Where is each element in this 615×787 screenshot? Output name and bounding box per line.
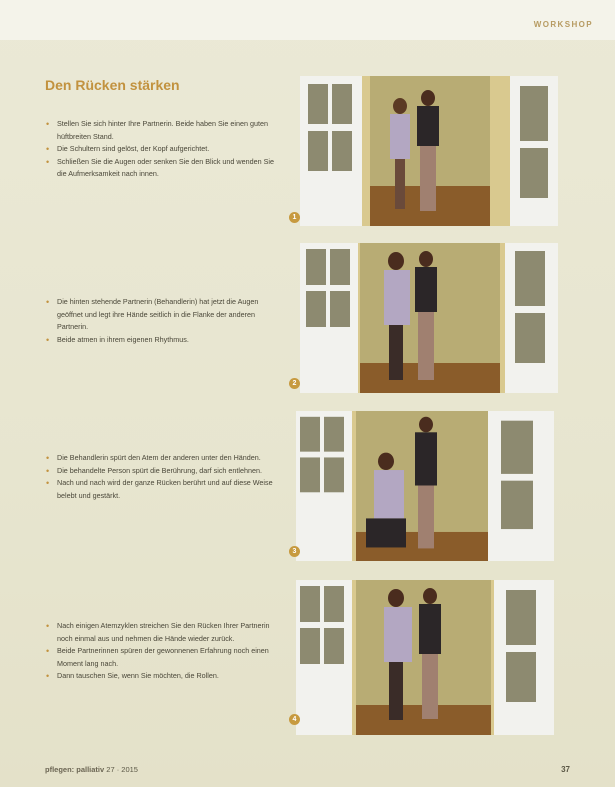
footer-publication — [45, 765, 138, 774]
step-4-text — [45, 620, 285, 683]
list-item: • Die Behandlerin spürt den Atem der anderen unter den Händen. — [46, 453, 261, 463]
step-2-photo — [300, 243, 558, 393]
list-item: • Die hinten stehende Partnerin (Behandlerin) hat jetzt die Augen geöffnet und legt ihre Hände seitlich in die Flanke der anderen Partnerin. — [46, 297, 259, 332]
step-number-2: 2 — [289, 378, 300, 389]
issue-number: 27 · 2015 — [106, 765, 138, 774]
list-item: • Nach einigen Atemzyklen streichen Sie den Rücken Ihrer Partnerin noch einmal aus und nehmen die Hände wieder zurück. — [46, 621, 270, 643]
page-number: 37 — [561, 765, 570, 774]
header-band — [0, 0, 615, 40]
step-number-3: 3 — [289, 546, 300, 557]
step-4-photo — [296, 580, 554, 735]
list-item: • Stellen Sie sich hinter Ihre Partnerin. Beide haben Sie einen guten hüftbreiten Stand. — [46, 119, 268, 141]
step-1-photo — [300, 76, 558, 226]
section-label: WORKSHOP — [533, 20, 593, 29]
step-2-text — [45, 296, 285, 346]
article-title: Den Rücken stärken — [45, 77, 180, 93]
list-item: • Die behandelte Person spürt die Berührung, darf sich entlehnen. — [46, 465, 262, 476]
list-item: • Die Schultern sind gelöst, der Kopf aufgerichtet. — [46, 144, 210, 155]
step-number-1: 1 — [289, 212, 300, 223]
list-item: • Nach und nach wird der ganze Rücken berührt und auf diese Weise belebt und gestärkt. — [46, 478, 273, 500]
list-item: • Beide Partnerinnen spüren der gewonnenen Erfahrung noch einen Moment lang nach. — [46, 646, 269, 668]
list-item: • Dann tauschen Sie, wenn Sie möchten, die Rollen. — [46, 671, 219, 682]
step-3-photo — [296, 411, 554, 561]
publication-name: pflegen: palliativ — [45, 765, 105, 774]
step-number-4: 4 — [289, 714, 300, 725]
list-item: • Schließen Sie die Augen oder senken Sie den Blick und wenden Sie die Aufmerksamkeit nach innen. — [46, 156, 274, 179]
step-1-text — [45, 118, 285, 181]
list-item: • Beide atmen in ihrem eigenen Rhythmus. — [46, 334, 189, 345]
step-3-text — [45, 452, 285, 502]
